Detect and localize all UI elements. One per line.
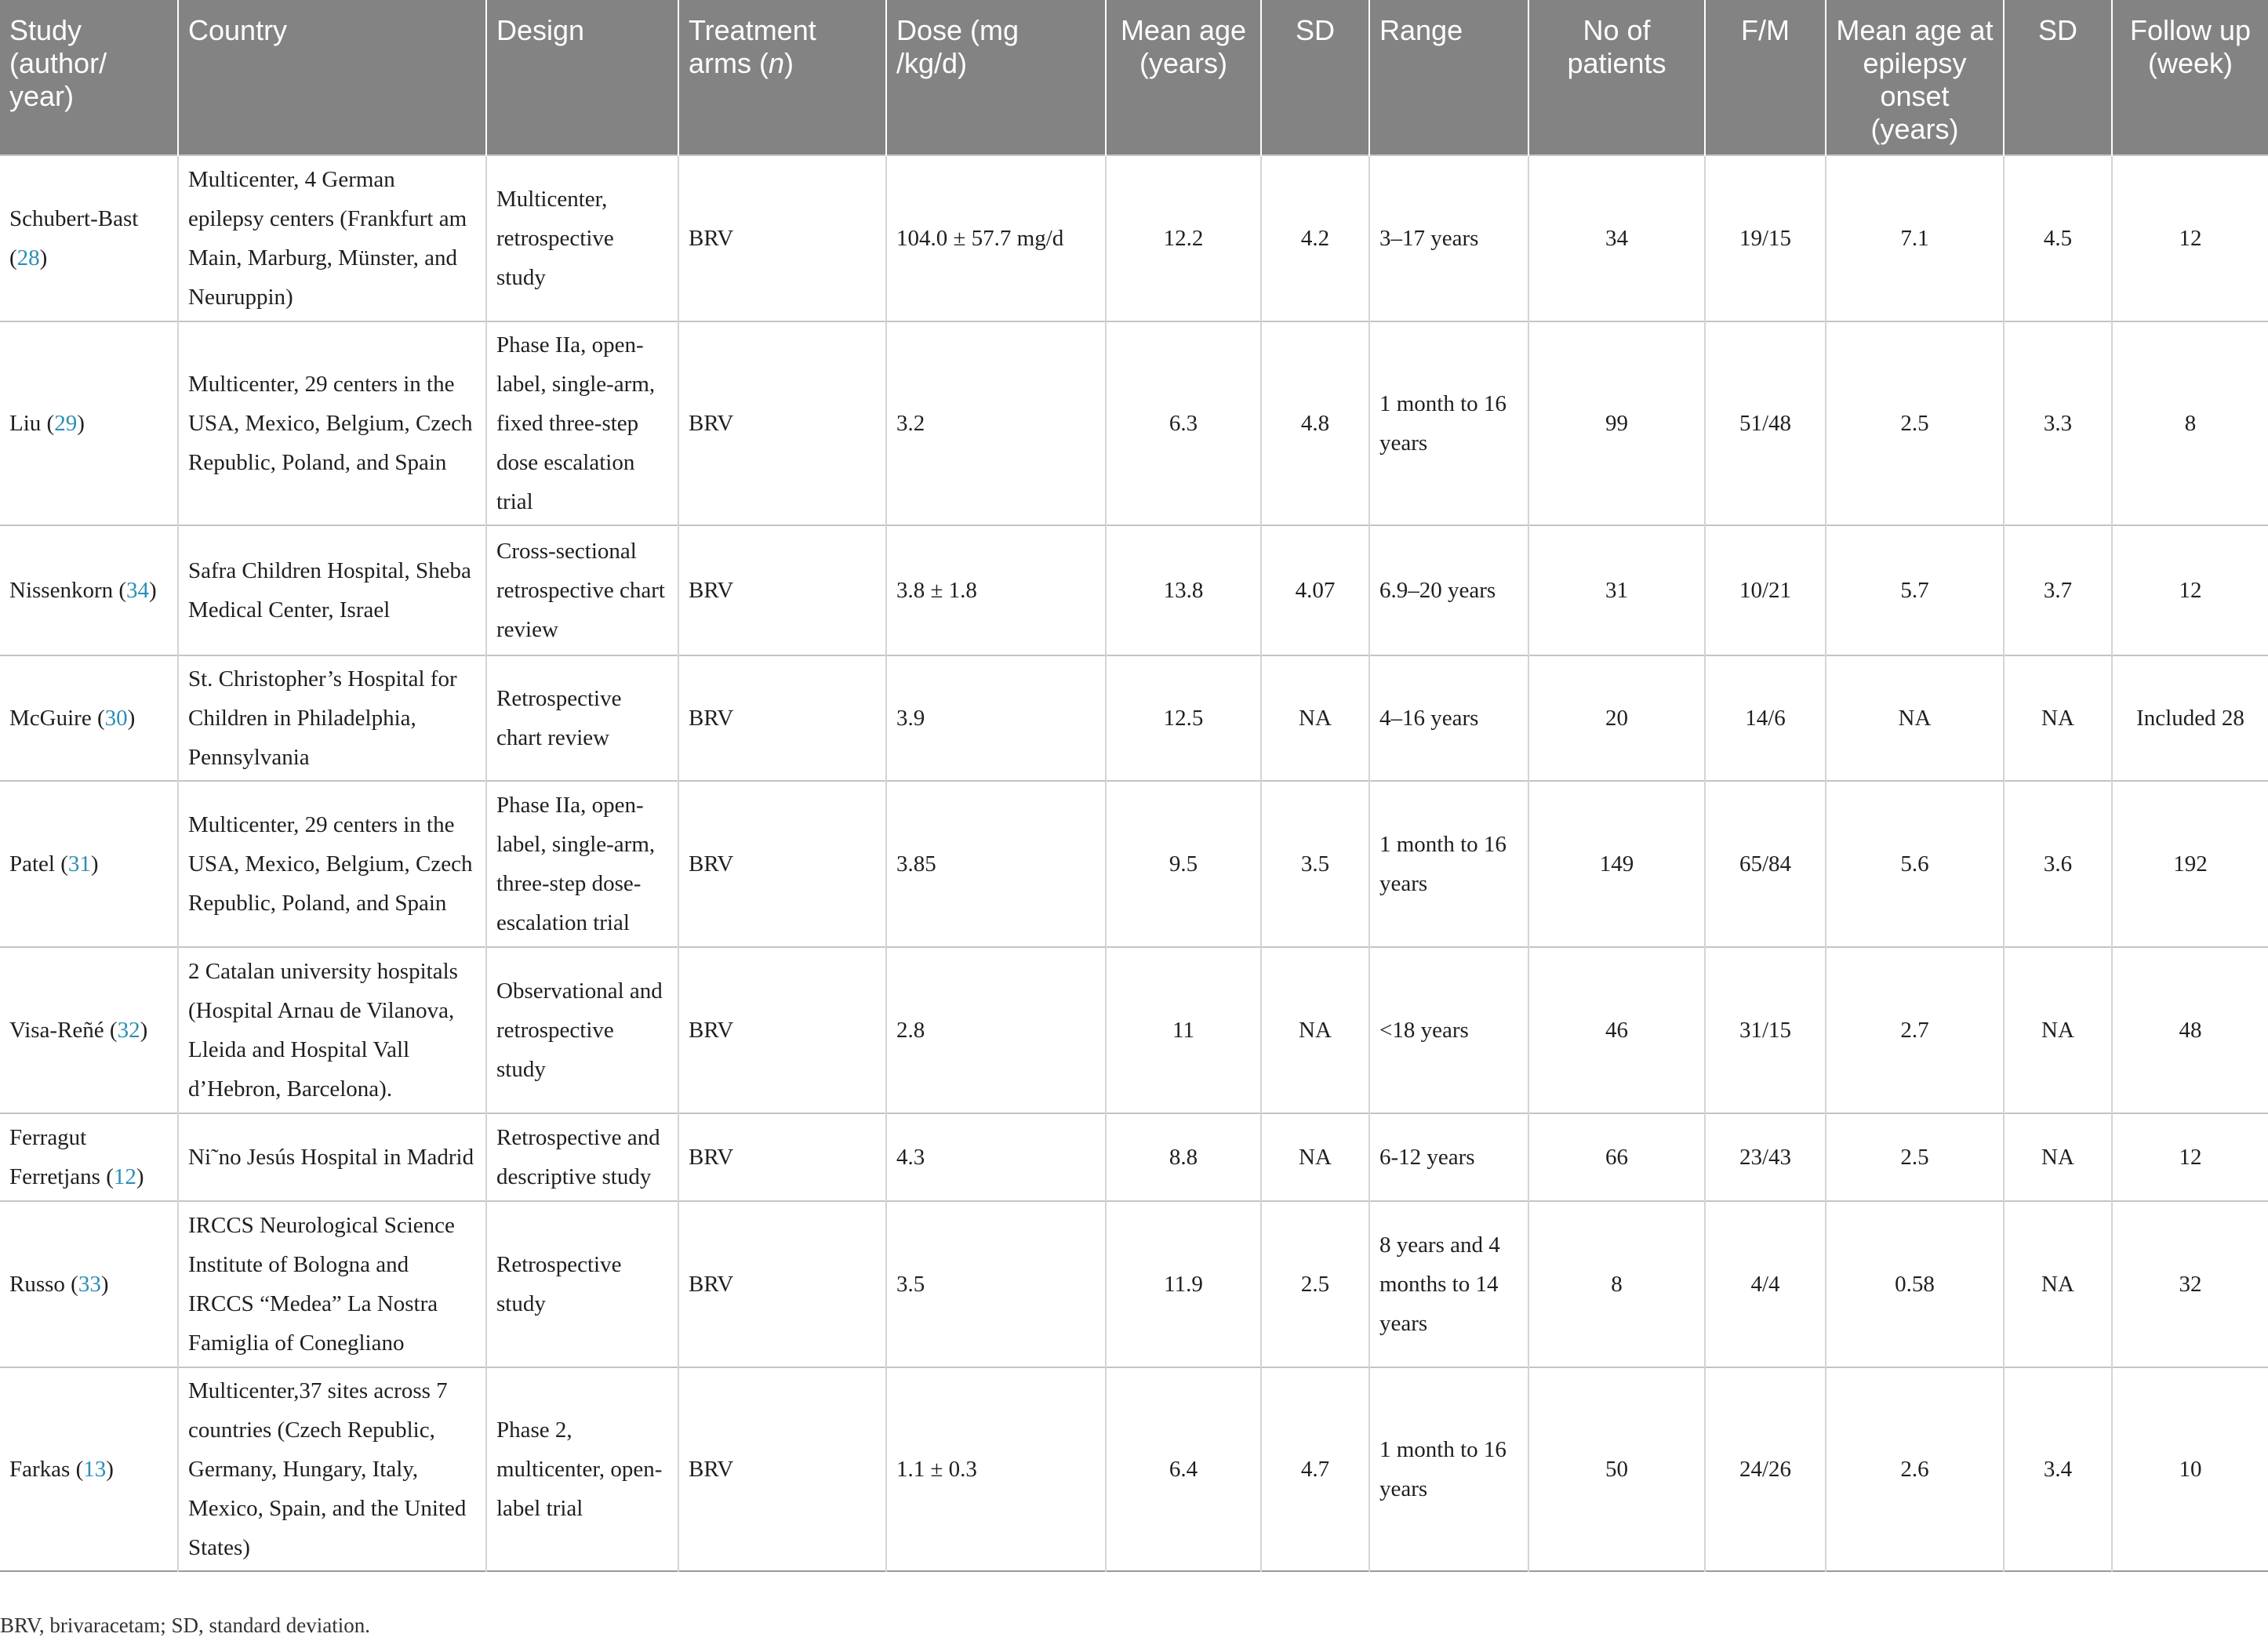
cell-range: 1 month to 16 years <box>1369 321 1528 525</box>
cell-sd: 3.5 <box>1261 781 1369 947</box>
cell-onset-sd: 3.6 <box>2004 781 2112 947</box>
header-treatment-arms-n: n <box>769 47 785 79</box>
cell-follow-up: 192 <box>2112 781 2268 947</box>
header-design: Design <box>486 0 678 155</box>
cell-mean-age: 9.5 <box>1106 781 1261 947</box>
cell-range: 6.9–20 years <box>1369 525 1528 655</box>
cell-dose: 3.5 <box>886 1201 1106 1367</box>
cell-study: McGuire (30) <box>0 655 178 781</box>
reference-link[interactable]: 33 <box>78 1272 101 1297</box>
cell-sd: 4.7 <box>1261 1367 1369 1571</box>
cell-onset-sd: 3.4 <box>2004 1367 2112 1571</box>
cell-sd: 2.5 <box>1261 1201 1369 1367</box>
cell-study: Schubert-Bast (28) <box>0 155 178 321</box>
cell-sd: 4.8 <box>1261 321 1369 525</box>
cell-dose: 3.2 <box>886 321 1106 525</box>
reference-link[interactable]: 13 <box>83 1457 107 1482</box>
cell-follow-up: 10 <box>2112 1367 2268 1571</box>
cell-country: Multicenter, 29 centers in the USA, Mexico, Belgium, Czech Republic, Poland, and Spain <box>178 781 486 947</box>
cell-design: Retrospective chart review <box>486 655 678 781</box>
cell-patients: 149 <box>1528 781 1705 947</box>
cell-treatment-arms: BRV <box>678 781 886 947</box>
cell-onset-sd: NA <box>2004 1113 2112 1201</box>
reference-link[interactable]: 28 <box>16 245 40 270</box>
cell-treatment-arms: BRV <box>678 1201 886 1367</box>
header-treatment-arms-label: Treatment arms ( <box>689 14 816 79</box>
cell-dose: 1.1 ± 0.3 <box>886 1367 1106 1571</box>
cell-follow-up: 8 <box>2112 321 2268 525</box>
cell-fm: 4/4 <box>1705 1201 1826 1367</box>
cell-onset-sd: 4.5 <box>2004 155 2112 321</box>
cell-patients: 99 <box>1528 321 1705 525</box>
cell-onset-age: 2.6 <box>1826 1367 2004 1571</box>
reference-link[interactable]: 12 <box>113 1164 136 1189</box>
header-country: Country <box>178 0 486 155</box>
cell-follow-up: 12 <box>2112 155 2268 321</box>
cell-mean-age: 12.2 <box>1106 155 1261 321</box>
cell-follow-up: 32 <box>2112 1201 2268 1367</box>
cell-mean-age: 6.4 <box>1106 1367 1261 1571</box>
table-row <box>0 655 2268 781</box>
cell-mean-age: 13.8 <box>1106 525 1261 655</box>
study-author: Visa-Reñé <box>9 1018 104 1043</box>
cell-onset-sd: NA <box>2004 1201 2112 1367</box>
table-row <box>0 1367 2268 1571</box>
cell-dose: 104.0 ± 57.7 mg/d <box>886 155 1106 321</box>
cell-country: Multicenter, 29 centers in the USA, Mexico, Belgium, Czech Republic, Poland, and Spain <box>178 321 486 525</box>
cell-onset-age: 7.1 <box>1826 155 2004 321</box>
cell-sd: NA <box>1261 1113 1369 1201</box>
header-row <box>0 0 2268 155</box>
cell-design: Multicenter, retrospective study <box>486 155 678 321</box>
table-row <box>0 525 2268 655</box>
header-sd: SD <box>1261 0 1369 155</box>
cell-range: 1 month to 16 years <box>1369 1367 1528 1571</box>
cell-treatment-arms: BRV <box>678 155 886 321</box>
study-author: Patel <box>9 851 55 877</box>
cell-treatment-arms: BRV <box>678 1113 886 1201</box>
table-row <box>0 781 2268 947</box>
header-study: Study (author/ year) <box>0 0 178 155</box>
cell-study: Liu (29) <box>0 321 178 525</box>
reference-link[interactable]: 29 <box>54 411 78 436</box>
study-author: Liu <box>9 411 42 436</box>
cell-fm: 31/15 <box>1705 947 1826 1113</box>
reference-link[interactable]: 30 <box>104 706 128 731</box>
cell-sd: NA <box>1261 655 1369 781</box>
cell-follow-up: 12 <box>2112 525 2268 655</box>
reference-link[interactable]: 31 <box>67 851 91 877</box>
table-row <box>0 947 2268 1113</box>
reference-link[interactable]: 32 <box>117 1018 140 1043</box>
header-treatment-arms: Treatment arms (n) <box>678 0 886 155</box>
cell-country: IRCCS Neurological Science Institute of Bologna and IRCCS “Medea” La Nostra Famiglia of Conegliano <box>178 1201 486 1367</box>
cell-onset-sd: NA <box>2004 655 2112 781</box>
header-onset-sd: SD <box>2004 0 2112 155</box>
header-follow-up: Follow up (week) <box>2112 0 2268 155</box>
cell-mean-age: 6.3 <box>1106 321 1261 525</box>
study-author: Ferragut Ferretjans <box>9 1125 100 1189</box>
cell-treatment-arms: BRV <box>678 525 886 655</box>
cell-study: Patel (31) <box>0 781 178 947</box>
cell-treatment-arms: BRV <box>678 1367 886 1571</box>
cell-mean-age: 11.9 <box>1106 1201 1261 1367</box>
cell-fm: 19/15 <box>1705 155 1826 321</box>
cell-onset-age: 2.5 <box>1826 321 2004 525</box>
cell-design: Cross-sectional retrospective chart review <box>486 525 678 655</box>
cell-dose: 4.3 <box>886 1113 1106 1201</box>
cell-treatment-arms: BRV <box>678 947 886 1113</box>
cell-onset-age: 0.58 <box>1826 1201 2004 1367</box>
cell-patients: 50 <box>1528 1367 1705 1571</box>
cell-dose: 2.8 <box>886 947 1106 1113</box>
cell-fm: 65/84 <box>1705 781 1826 947</box>
cell-design: Retrospective and descriptive study <box>486 1113 678 1201</box>
cell-range: <18 years <box>1369 947 1528 1113</box>
header-patients: No of patients <box>1528 0 1705 155</box>
cell-sd: NA <box>1261 947 1369 1113</box>
cell-mean-age: 12.5 <box>1106 655 1261 781</box>
table-row <box>0 1113 2268 1201</box>
cell-follow-up: Included 28 <box>2112 655 2268 781</box>
cell-study: Visa-Reñé (32) <box>0 947 178 1113</box>
table-row <box>0 155 2268 321</box>
study-author: Russo <box>9 1272 65 1297</box>
cell-follow-up: 48 <box>2112 947 2268 1113</box>
cell-patients: 31 <box>1528 525 1705 655</box>
cell-onset-age: 2.5 <box>1826 1113 2004 1201</box>
reference-link[interactable]: 34 <box>126 578 150 603</box>
cell-country: Safra Children Hospital, Sheba Medical Center, Israel <box>178 525 486 655</box>
cell-study: Farkas (13) <box>0 1367 178 1571</box>
cell-patients: 34 <box>1528 155 1705 321</box>
cell-onset-age: 5.7 <box>1826 525 2004 655</box>
cell-fm: 51/48 <box>1705 321 1826 525</box>
cell-fm: 24/26 <box>1705 1367 1826 1571</box>
cell-mean-age: 11 <box>1106 947 1261 1113</box>
header-fm: F/M <box>1705 0 1826 155</box>
cell-range: 8 years and 4 months to 14 years <box>1369 1201 1528 1367</box>
cell-patients: 66 <box>1528 1113 1705 1201</box>
cell-country: 2 Catalan university hospitals (Hospital Arnau de Vilanova, Lleida and Hospital Vall d’Hebron, Barcelona). <box>178 947 486 1113</box>
cell-patients: 20 <box>1528 655 1705 781</box>
cell-onset-sd: 3.3 <box>2004 321 2112 525</box>
cell-dose: 3.8 ± 1.8 <box>886 525 1106 655</box>
cell-fm: 10/21 <box>1705 525 1826 655</box>
study-author: Farkas <box>9 1457 71 1482</box>
cell-country: Multicenter,37 sites across 7 countries (Czech Republic, Germany, Hungary, Italy, Mexico, Spain, and the United States) <box>178 1367 486 1571</box>
cell-country: St. Christopher’s Hospital for Children in Philadelphia, Pennsylvania <box>178 655 486 781</box>
cell-fm: 23/43 <box>1705 1113 1826 1201</box>
cell-patients: 46 <box>1528 947 1705 1113</box>
cell-design: Observational and retrospective study <box>486 947 678 1113</box>
table-footnote: BRV, brivaracetam; SD, standard deviation. <box>0 1614 370 1637</box>
cell-design: Phase IIa, open-label, single-arm, three-step dose-escalation trial <box>486 781 678 947</box>
cell-dose: 3.9 <box>886 655 1106 781</box>
cell-range: 3–17 years <box>1369 155 1528 321</box>
study-author: Schubert-Bast <box>9 206 139 231</box>
cell-sd: 4.07 <box>1261 525 1369 655</box>
cell-design: Phase IIa, open-label, single-arm, fixed three-step dose escalation trial <box>486 321 678 525</box>
cell-design: Retrospective study <box>486 1201 678 1367</box>
cell-onset-sd: 3.7 <box>2004 525 2112 655</box>
header-dose: Dose (mg /kg/d) <box>886 0 1106 155</box>
header-range: Range <box>1369 0 1528 155</box>
study-author: Nissenkorn <box>9 578 114 603</box>
cell-fm: 14/6 <box>1705 655 1826 781</box>
study-author: McGuire <box>9 706 92 731</box>
cell-country: Ni˜no Jesús Hospital in Madrid <box>178 1113 486 1201</box>
cell-patients: 8 <box>1528 1201 1705 1367</box>
cell-onset-age: NA <box>1826 655 2004 781</box>
cell-onset-sd: NA <box>2004 947 2112 1113</box>
cell-treatment-arms: BRV <box>678 655 886 781</box>
cell-sd: 4.2 <box>1261 155 1369 321</box>
table-row <box>0 321 2268 525</box>
cell-study: Nissenkorn (34) <box>0 525 178 655</box>
table-row <box>0 1201 2268 1367</box>
cell-follow-up: 12 <box>2112 1113 2268 1201</box>
cell-range: 6-12 years <box>1369 1113 1528 1201</box>
cell-study: Ferragut Ferretjans (12) <box>0 1113 178 1201</box>
cell-design: Phase 2, multicenter, open-label trial <box>486 1367 678 1571</box>
cell-onset-age: 2.7 <box>1826 947 2004 1113</box>
cell-onset-age: 5.6 <box>1826 781 2004 947</box>
header-onset-age: Mean age at epilepsy onset (years) <box>1826 0 2004 155</box>
cell-mean-age: 8.8 <box>1106 1113 1261 1201</box>
cell-range: 4–16 years <box>1369 655 1528 781</box>
cell-treatment-arms: BRV <box>678 321 886 525</box>
cell-country: Multicenter, 4 German epilepsy centers (Frankfurt am Main, Marburg, Münster, and Neuruppin) <box>178 155 486 321</box>
cell-study: Russo (33) <box>0 1201 178 1367</box>
cell-dose: 3.85 <box>886 781 1106 947</box>
header-mean-age: Mean age (years) <box>1106 0 1261 155</box>
cell-range: 1 month to 16 years <box>1369 781 1528 947</box>
